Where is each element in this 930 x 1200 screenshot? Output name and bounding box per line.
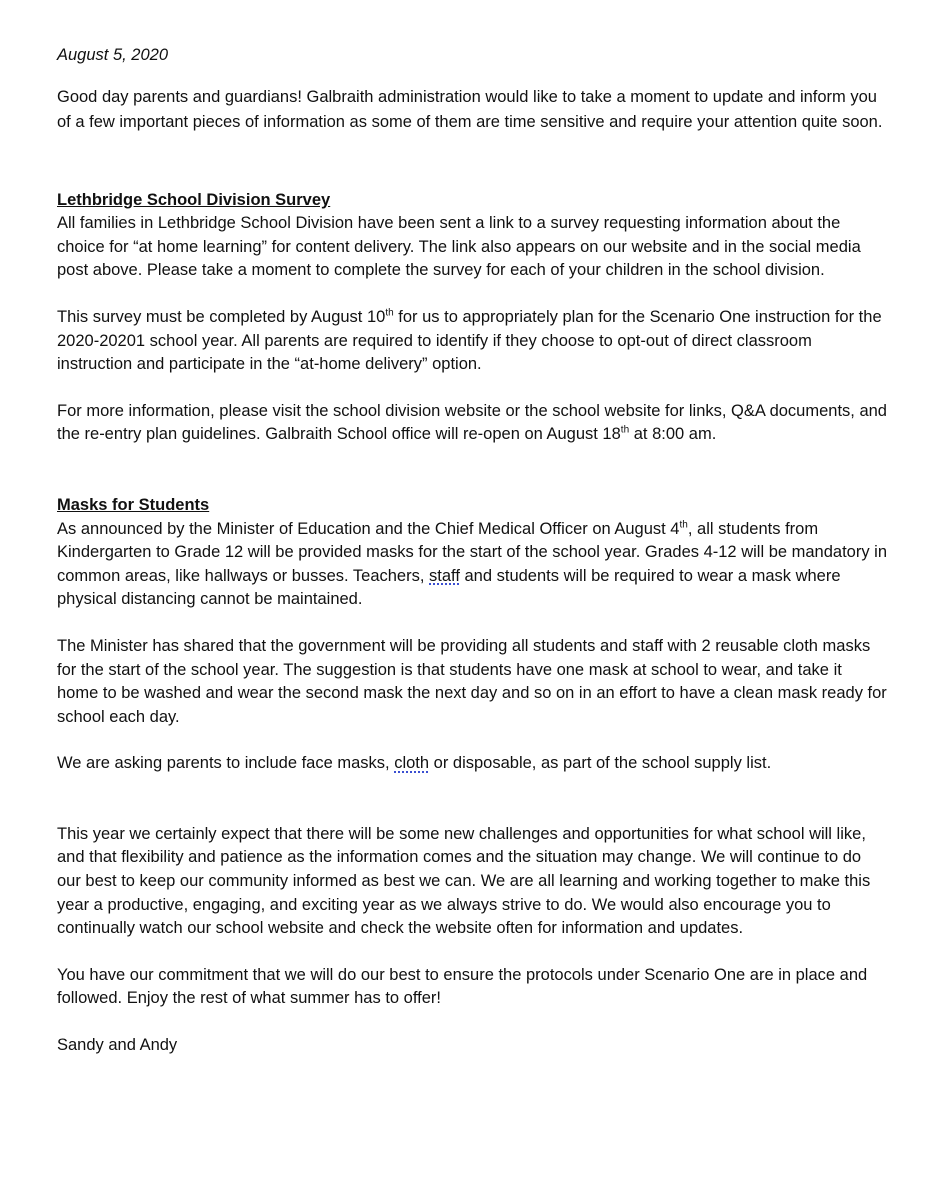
closing-section xyxy=(57,823,887,1058)
spellcheck-word-staff: staff xyxy=(429,566,460,585)
masks-heading: Masks for Students xyxy=(57,495,210,514)
survey-paragraph-3: For more information, please visit the school division website or the school website for links, Q&A documents, and the re-entry plan guidelines. Galbraith School office will re-open on August 18th at 8:00 am. xyxy=(57,401,887,444)
signature: Sandy and Andy xyxy=(57,1036,178,1055)
closing-paragraph-2: You have our commitment that we will do our best to ensure the protocols under Scenario One are in place and followed. Enjoy the rest of what summer has to offer! xyxy=(57,965,868,1008)
masks-paragraph-2: The Minister has shared that the government will be providing all students and staff with 2 reusable cloth masks for the start of the school year. The suggestion is that students have one mask at school to wear, and take it home to be washed and wear the second mask the next day and so on in an effort to have a clean mask ready for school each day. xyxy=(57,636,887,726)
masks-paragraph-1: As announced by the Minister of Education and the Chief Medical Officer on August 4th, all students from Kindergarten to Grade 12 will be provided masks for the start of the school year. Grades 4-12 will be mandatory in common areas, like hallways or busses. Teachers, staff and students will be required to wear a mask where physical distancing cannot be maintained. xyxy=(57,519,888,609)
closing-paragraph-1: This year we certainly expect that there will be some new challenges and opportunities for what school will like, and that flexibility and patience as the information comes and the situation may change. We will continue to do our best to keep our community informed as best we can. We are all learning and working together to make this year a productive, engaging, and exciting year as we always strive to do. We would also encourage you to continually watch our school website and check the website often for information and updates. xyxy=(57,824,871,938)
masks-paragraph-3: We are asking parents to include face masks, cloth or disposable, as part of the school supply list. xyxy=(57,754,772,773)
letter-page xyxy=(57,44,887,1058)
survey-section xyxy=(57,189,887,447)
spellcheck-word-cloth: cloth xyxy=(394,754,430,773)
letter-date: August 5, 2020 xyxy=(57,46,169,64)
survey-heading: Lethbridge School Division Survey xyxy=(57,190,331,209)
intro-paragraph: Good day parents and guardians! Galbraith administration would like to take a moment to update and inform you of a few important pieces of information as some of them are time sensitive and require your attention quite soon. xyxy=(57,87,883,131)
survey-paragraph-2: This survey must be completed by August 10th for us to appropriately plan for the Scenario One instruction for the 2020-20201 school year. All parents are required to identify if they choose to opt-out of direct classroom instruction and participate in the “at-home delivery” option. xyxy=(57,307,882,374)
survey-paragraph-1: All families in Lethbridge School Division have been sent a link to a survey requesting information about the choice for “at home learning” for content delivery. The link also appears on our website and in the social media post above. Please take a moment to complete the survey for each of your children in the school division. xyxy=(57,214,861,280)
masks-section xyxy=(57,494,887,776)
